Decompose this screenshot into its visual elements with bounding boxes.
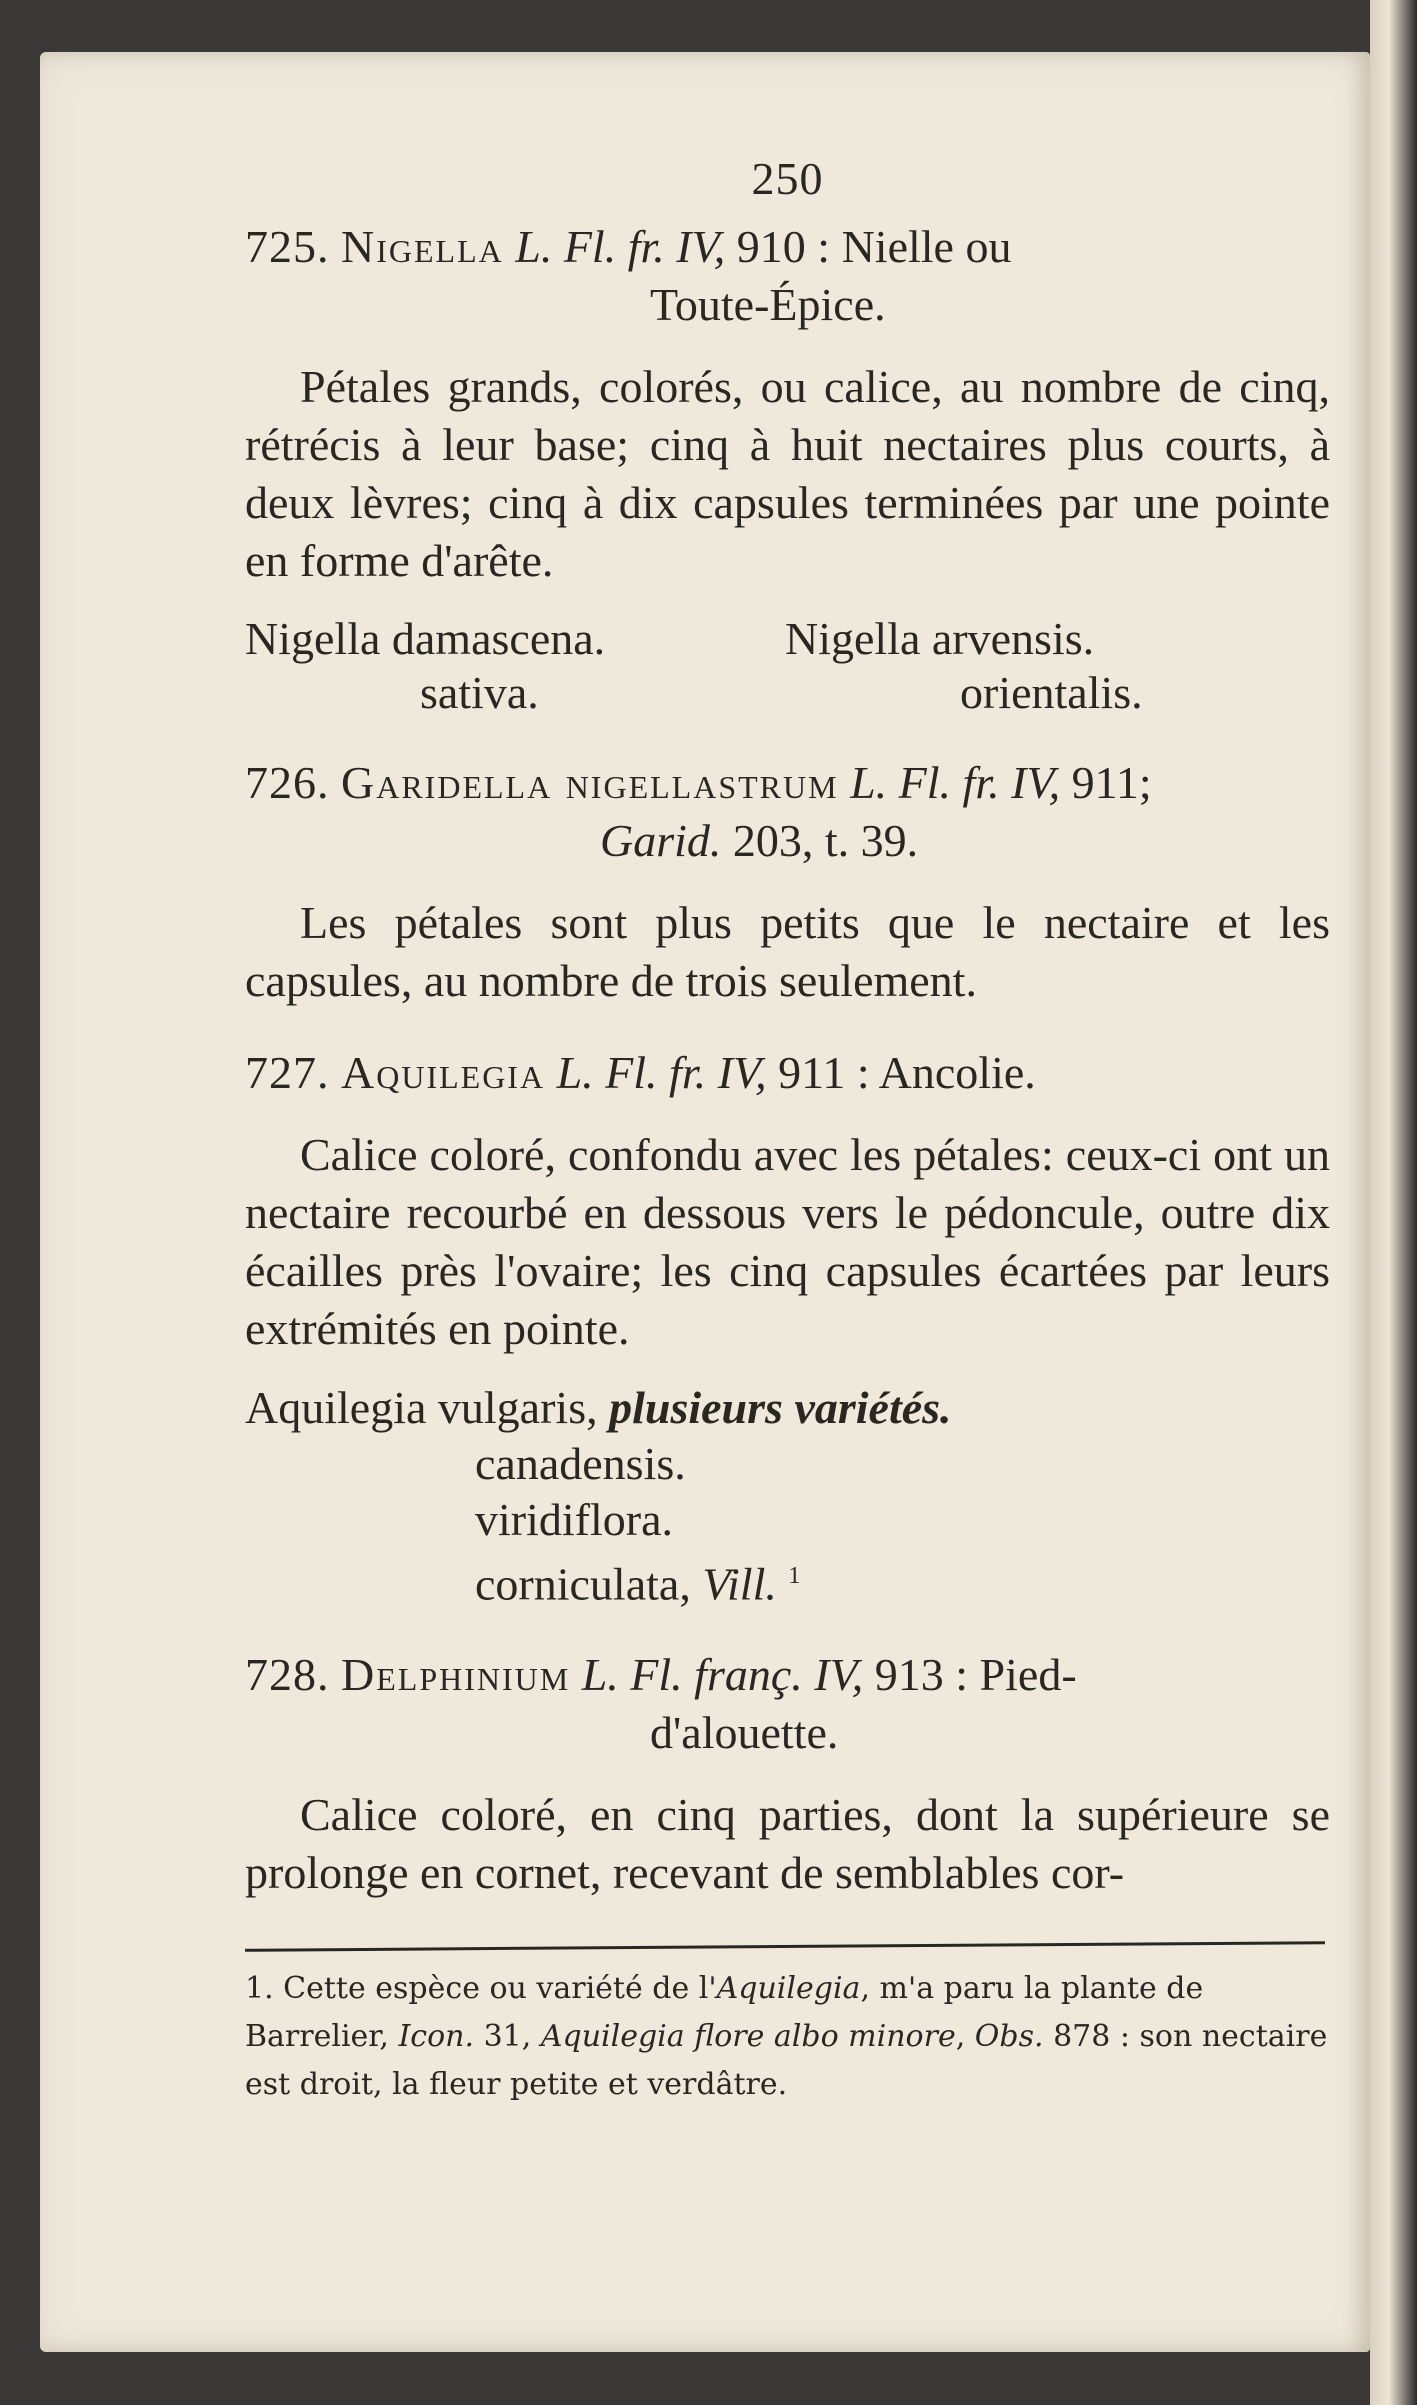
- species-item: sativa.: [420, 667, 539, 718]
- genus-name: Garidella nigellastrum: [341, 757, 839, 808]
- genus-name: Aquilegia: [341, 1047, 546, 1098]
- entry-725-heading: [245, 218, 1330, 334]
- footnote-italic: Aquilegia flore albo minore: [540, 2019, 956, 2054]
- book-spine: [1370, 0, 1417, 2405]
- species-name: Aquilegia vulgaris,: [245, 1382, 598, 1433]
- species-name: corniculata,: [475, 1558, 691, 1610]
- reference-author: Garid.: [600, 815, 722, 866]
- entry-number: 726.: [245, 757, 330, 808]
- footnote: [245, 1965, 1330, 2109]
- footnote-number: 1.: [245, 1971, 274, 2006]
- entry-725-description: Pétales grands, colorés, ou calice, au nombre de cinq, rétrécis à leur base; cinq à huit nectaires plus courts, à deux lèvres; cinq à dix capsules terminées par une pointe en forme d'arête.: [245, 361, 1330, 586]
- reference: L. Fl. fr. IV,: [515, 221, 726, 272]
- species-author: Vill.: [702, 1558, 777, 1610]
- page-body: [245, 150, 1330, 1902]
- entry-727-heading: [245, 1044, 1330, 1102]
- species-item: viridiflora.: [475, 1494, 673, 1545]
- footnote-italic: Obs.: [974, 2019, 1044, 2054]
- species-item: [245, 1380, 1330, 1436]
- genus-name: Delphinium: [341, 1649, 571, 1701]
- entry-727-description: Calice coloré, confondu avec les pétales: ceux-ci ont un nectaire recourbé en dessous vers le pédoncule, outre dix écailles près l'ovaire; les cinq capsules écartées par leurs extrémités en pointe.: [245, 1129, 1330, 1354]
- reference: L. Fl. fr. IV,: [850, 757, 1061, 808]
- reference: L. Fl. franç. IV,: [581, 1649, 864, 1701]
- reference-continued: [245, 812, 1330, 870]
- entry-number: 725.: [245, 221, 330, 272]
- footnote-italic: Icon.: [398, 2019, 475, 2054]
- species-item: canadensis.: [475, 1438, 686, 1489]
- footnote-italic: Aquilegia: [716, 1971, 861, 2006]
- common-name: : Ancolie.: [856, 1047, 1036, 1098]
- entry-728-heading: [245, 1646, 1330, 1762]
- species-column-left: [245, 612, 785, 720]
- entry-726-description: Les pétales sont plus petits que le nectaire et les capsules, au nombre de trois seulement.: [245, 897, 1330, 1006]
- species-column-right: [785, 612, 1325, 720]
- footnote-text: 31,: [483, 2019, 532, 2054]
- footnote-text: ,: [955, 2019, 966, 2054]
- species-item: orientalis.: [960, 667, 1143, 718]
- genus-name: Nigella: [341, 221, 504, 272]
- page-number: 250: [751, 153, 824, 204]
- entry-number: 727.: [245, 1047, 330, 1098]
- entry-number: 728.: [245, 1649, 330, 1701]
- reference-number: 910: [736, 221, 806, 272]
- common-name: : Pied-: [955, 1649, 1077, 1701]
- species-item: Nigella arvensis.: [785, 613, 1095, 664]
- reference-number: 913: [874, 1649, 944, 1701]
- species-note: plusieurs variétés.: [609, 1382, 952, 1433]
- species-item: Nigella damascena.: [245, 613, 606, 664]
- entry-725-species: [245, 612, 1330, 720]
- common-name-continued: d'alouette.: [650, 1707, 839, 1759]
- entry-728-description: Calice coloré, en cinq parties, dont la supérieure se prolonge en cornet, recevant de semblables cor-: [245, 1789, 1330, 1899]
- entry-727-species: [245, 1380, 1330, 1612]
- entry-726-heading: [245, 754, 1330, 870]
- common-name-continued: Toute-Épice.: [650, 279, 886, 330]
- footnote-text: 878 : son nectaire est droit, la fleur petite et verdâtre.: [245, 2019, 1328, 2102]
- species-item: [245, 1548, 1330, 1612]
- footnote-text: , m'a paru la plante de Barrelier,: [245, 1971, 1204, 2054]
- reference-number: 911: [778, 1047, 846, 1098]
- reference: L. Fl. fr. IV,: [556, 1047, 767, 1098]
- footnote-marker: 1: [788, 1563, 801, 1589]
- reference-page: 203, t. 39.: [732, 815, 919, 866]
- footnote-text: Cette espèce ou variété de l': [283, 1971, 717, 2006]
- reference-number: 911;: [1071, 757, 1152, 808]
- common-name: : Nielle ou: [817, 221, 1012, 272]
